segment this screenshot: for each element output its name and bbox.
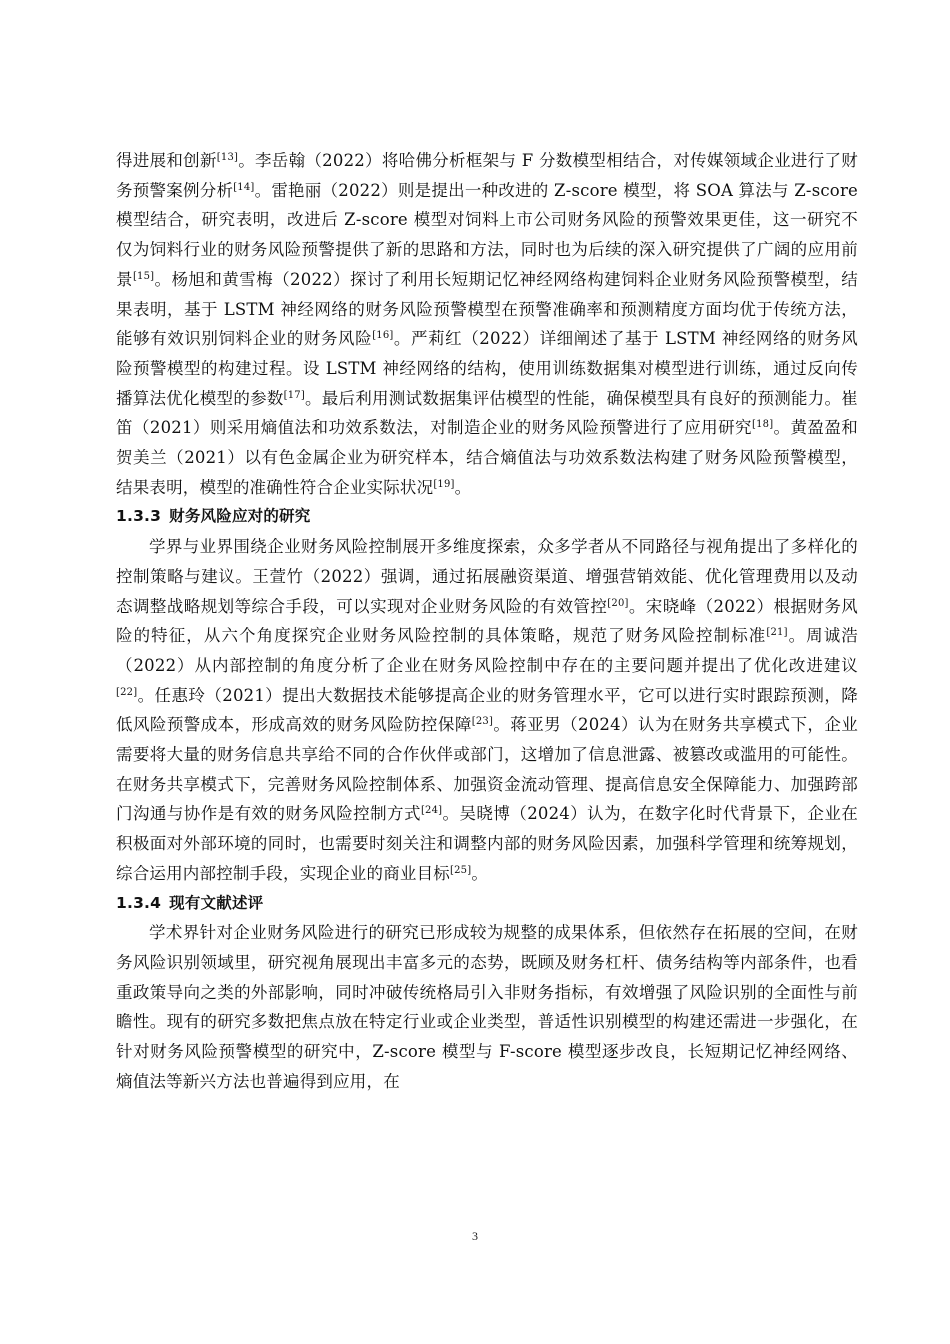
citation-marker: [23] [471,716,494,728]
citation-marker: [13] [216,152,239,163]
citation-marker: [16] [372,330,394,342]
section-number: 1.3.3 [116,507,162,526]
document-body [116,146,858,1097]
text-segment: 。最后利用测试数据集评估模型的性能，确保模型具有良好的预测能力。崔笛（2021）则采用熵值法和功效系数法，对制造企业的财务风险预警进行了应用研究 [116,388,859,438]
text-segment: 。宋晓峰（2022）根据财务风险的特征，从六个角度探究企业财务风险控制的具体策略，规范了财务风险控制标准 [116,596,858,646]
text-segment: 。李岳翰（2022）将哈佛分析框架与 F 分数模型相结合，对传媒领域企业进行了财务预警案例分析 [116,151,858,200]
section-number: 1.3.4 [116,893,162,912]
body-paragraph [116,532,858,888]
citation-marker: [17] [283,389,305,401]
citation-marker: [25] [450,864,472,876]
text-segment: 学界与业界围绕企业财务风险控制展开多维度探索，众多学者从不同路径与视角提出了多样化的控制策略与建议。王萱竹（2022）强调，通过拓展融资渠道、增强营销效能、优化管理费用以及动态调整战略规划等综合手段，可以实现对企业财务风险的有效管控 [116,537,858,616]
citation-marker: [15] [132,270,155,282]
page-number: 3 [472,1229,478,1243]
text-segment: 。 [471,863,489,883]
text-segment: 。任惠玲（2021）提出大数据技术能够提高企业的财务管理水平，它可以进行实时跟踪预测，降低风险预警成本，形成高效的财务风险防控保障 [116,685,858,735]
text-segment: 。杨旭和黄雪梅（2022）探讨了利用长短期记忆神经网络构建饲料企业财务风险预警模型，结果表明，基于 LSTM 神经网络的财务风险预警模型在预警准确率和预测精度方面均优于传统方法，能够有效识别饲料企业的财务风险 [116,269,859,349]
text-segment: 。周诚浩（2022）从内部控制的角度分析了企业在财务风险控制中存在的主要问题并提出了优化改进建议 [116,626,858,675]
body-paragraph [116,146,858,502]
citation-marker: [20] [607,597,629,609]
section-heading [116,889,858,919]
section-title: 财务风险应对的研究 [169,507,311,526]
citation-marker: [14] [233,181,255,193]
section-title: 现有文献述评 [169,893,264,912]
text-segment: 。吴晓博（2024）认为，在数字化时代背景下，企业在积极面对外部环境的同时，也需要时刻关注和调整内部的财务风险因素，加强科学管理和统筹规划，综合运用内部控制手段，实现企业的商业目标 [116,804,858,883]
text-segment: 。 [454,477,472,497]
citation-marker: [19] [433,478,455,490]
citation-marker: [22] [116,686,138,698]
text-segment: 得进展和创新 [116,151,217,170]
text-segment: 。雷艳丽（2022）则是提出一种改进的 Z-score 模型，将 SOA 算法与 Z-score 模型结合，研究表明，改进后 Z-score 模型对饲料上市公司财务风险的预警效果更佳，这一研究不仅为饲料行业的财务风险预警提供了新的思路和方法，同时也为后续的深入研究提供了广阔的应用前景 [116,180,858,289]
text-segment: 。严莉红（2022）详细阐述了基于 LSTM 神经网络的财务风险预警模型的构建过程。设 LSTM 神经网络的结构，使用训练数据集对模型进行训练，通过反向传播算法优化模型的参数 [116,329,858,408]
text-segment: 学术界针对企业财务风险进行的研究已形成较为规整的成果体系，但依然存在拓展的空间，在财务风险识别领域里，研究视角展现出丰富多元的态势，既顾及财务杠杆、债务结构等内部条件，也看重政策导向之类的外部影响，同时冲破传统格局引入非财务指标，有效增强了风险识别的全面性与前瞻性。现有的研究多数把焦点放在特定行业或企业类型，普适性识别模型的构建还需进一步强化，在针对财务风险预警模型的研究中，Z-score 模型与 F-score 模型逐步改良，长短期记忆神经网络、熵值法等新兴方法也普遍得到应用，在 [116,923,858,1091]
section-heading [116,502,858,532]
body-paragraph [116,918,858,1096]
text-segment: 。黄盈盈和贺美兰（2021）以有色金属企业为研究样本，结合熵值法与功效系数法构建了财务风险预警模型，结果表明，模型的准确性符合企业实际状况 [116,418,859,497]
citation-marker: [18] [751,419,774,431]
citation-marker: [24] [420,805,443,817]
text-segment: 。蒋亚男（2024）认为在财务共享模式下，企业需要将大量的财务信息共享给不同的合作伙伴或部门，这增加了信息泄露、被篡改或滥用的可能性。在财务共享模式下，完善财务风险控制体系、加强资金流动管理、提高信息安全保障能力、加强跨部门沟通与协作是有效的财务风险控制方式 [116,715,859,824]
citation-marker: [21] [766,627,788,639]
